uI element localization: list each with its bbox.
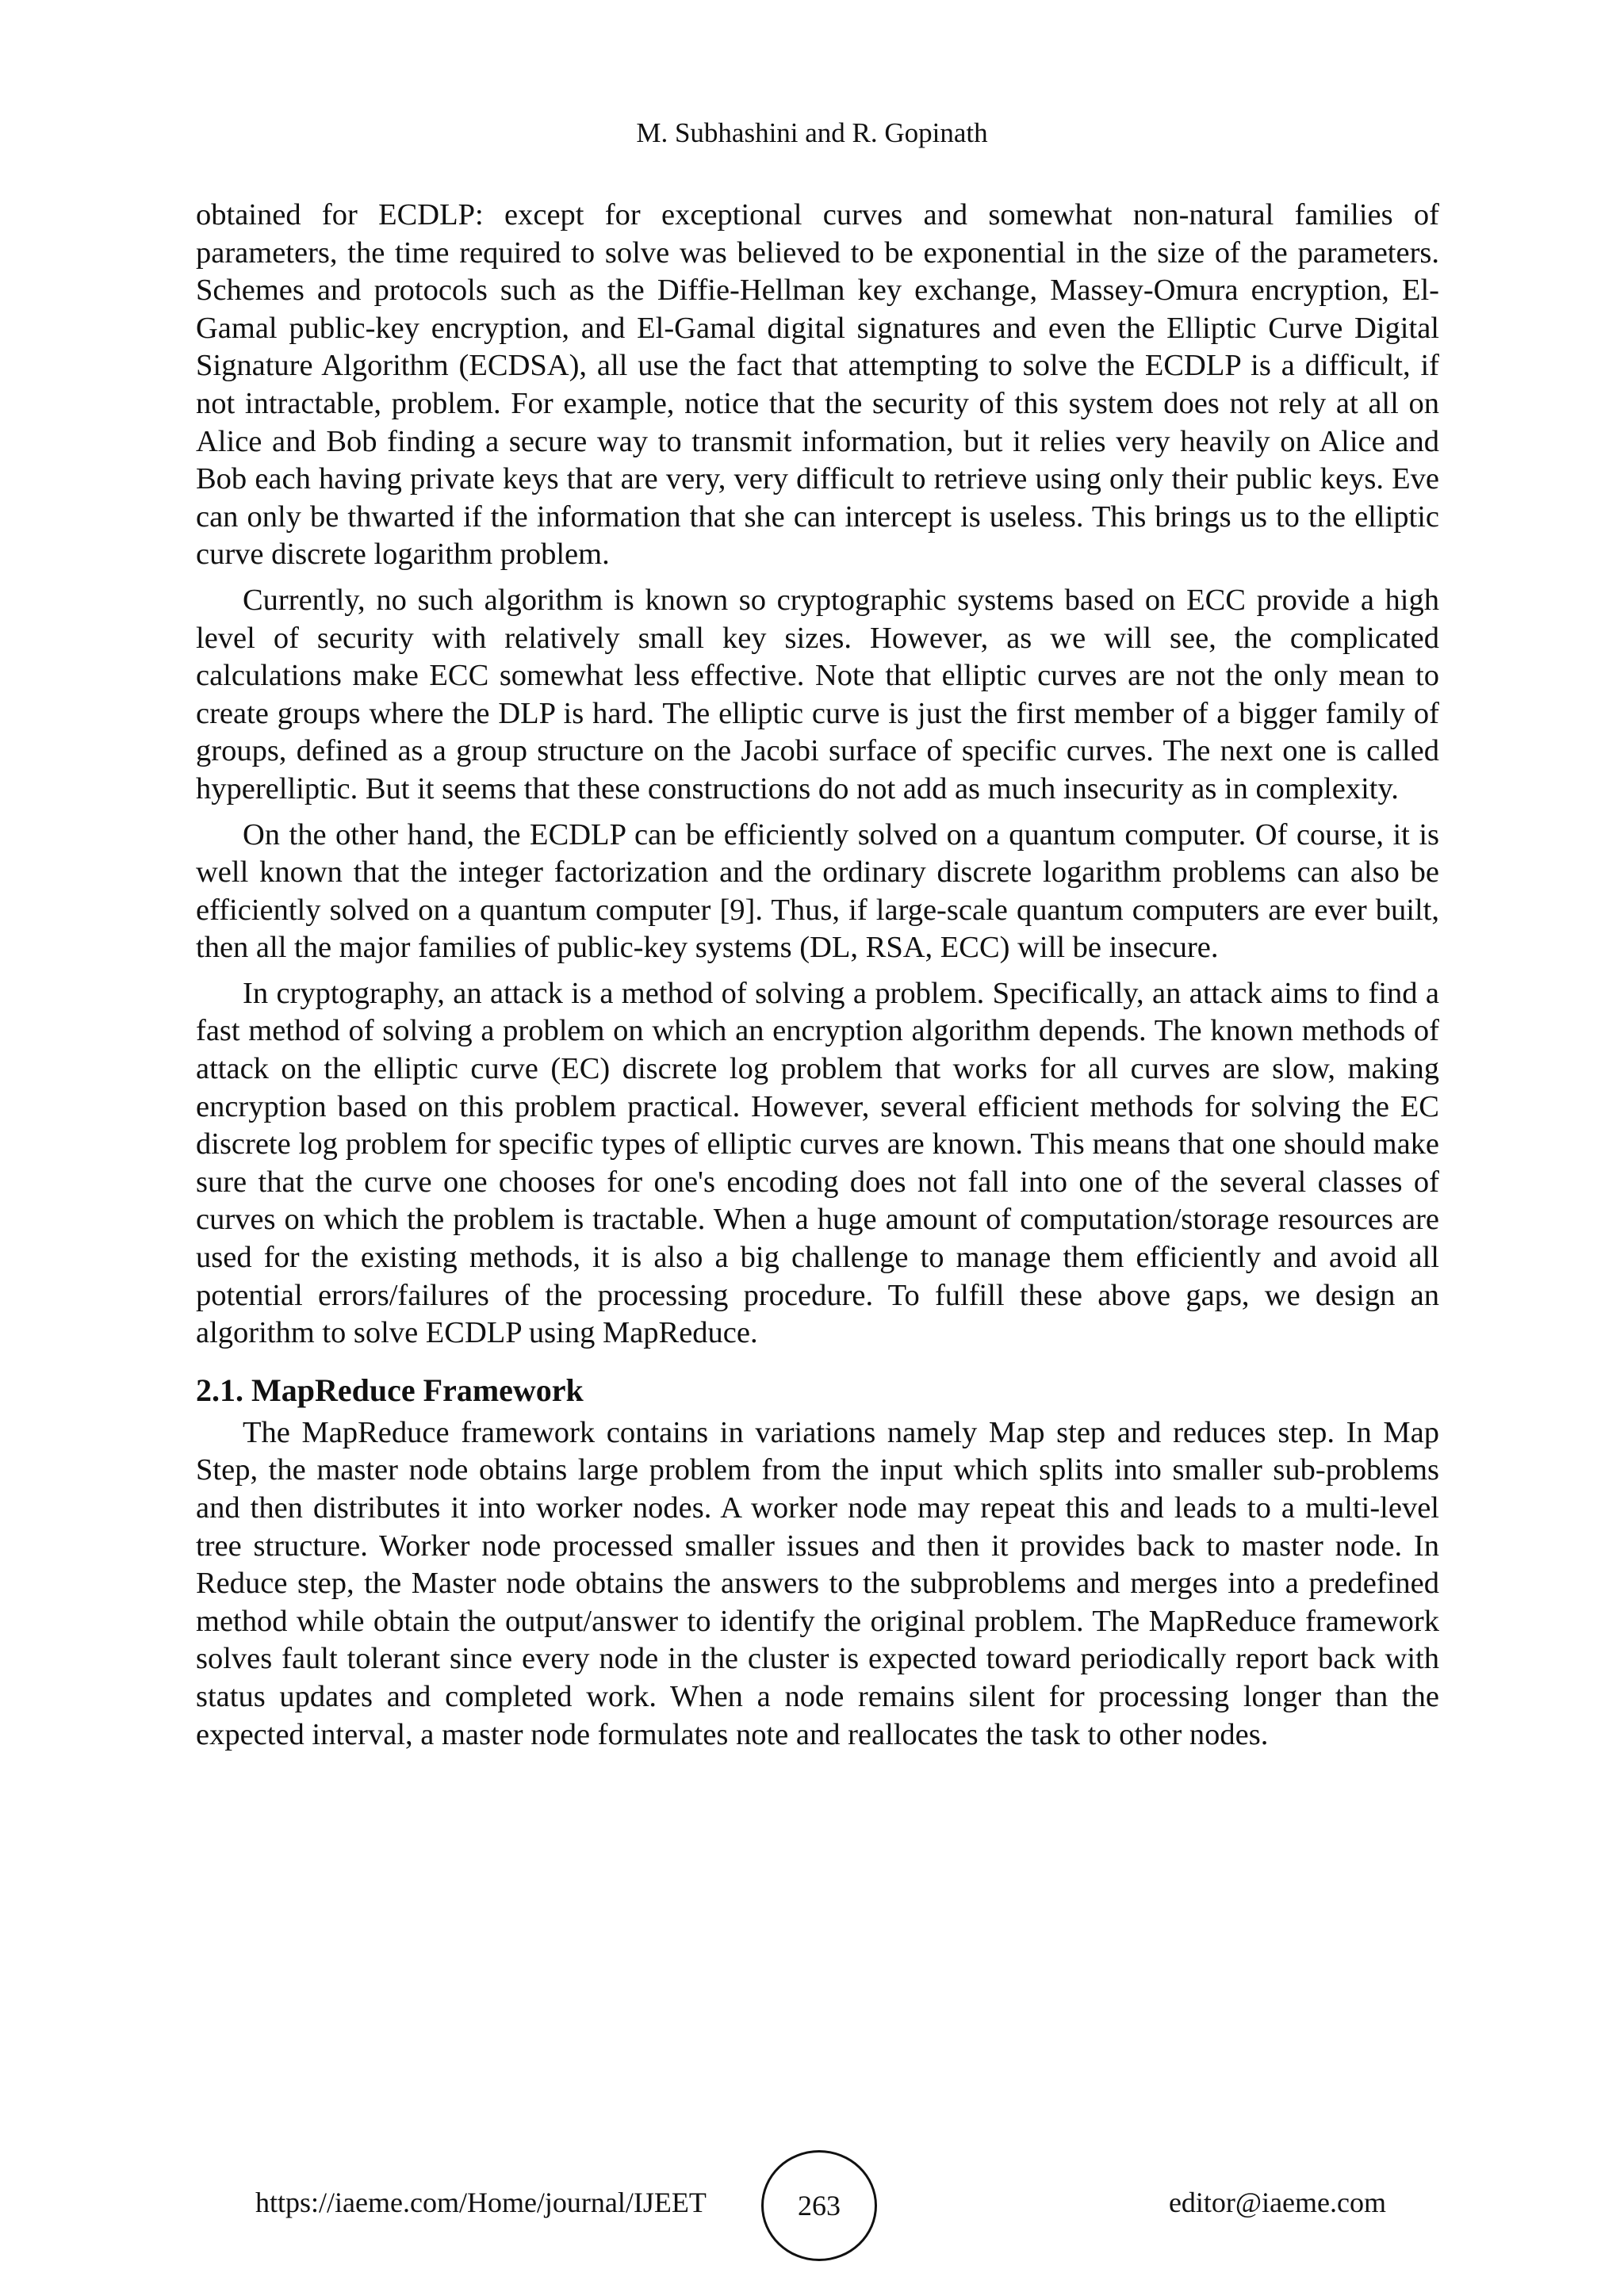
page-number: 263: [798, 2190, 841, 2221]
editor-email-link[interactable]: editor@iaeme.com: [1168, 2187, 1386, 2218]
paragraph-mapreduce: The MapReduce framework contains in variations namely Map step and reduces step. In Map Step, the master node obtains large problem from the input which splits into smaller sub-problems and then distributes it into worker nodes. A worker node may repeat this and leads to a multi-level tree structure. Worker node processed smaller issues and then it provides back to master node. In Reduce step, the Master node obtains the answers to the subproblems and merges into a predefined method while obtain the output/answer to identify the original problem. The MapReduce framework solves fault tolerant since every node in the cluster is expected toward periodically report back with status updates and completed work. When a node remains silent for processing longer than the expected interval, a master node formulates note and reallocates the task to other nodes.: [196, 1415, 1439, 1751]
running-header: M. Subhashini and R. Gopinath: [636, 117, 988, 148]
paragraph-ecc-security: Currently, no such algorithm is known so cryptographic systems based on ECC provide a high level of security with relatively small key sizes. However, as we will see, the complicated calculations make ECC somewhat less effective. Note that elliptic curves are not the only mean to create groups where the DLP is hard. The elliptic curve is just the first member of a bigger family of groups, defined as a group structure on the Jacobi surface of specific curves. The next one is called hyperelliptic. But it seems that these constructions do not add as much insecurity as in complexity.: [196, 583, 1439, 806]
page-number-badge: [761, 2150, 877, 2261]
journal-url-link[interactable]: https://iaeme.com/Home/journal/IJEET: [255, 2187, 707, 2218]
paragraph-quantum: On the other hand, the ECDLP can be efficiently solved on a quantum computer. Of course, it is well known that the integer factorization and the ordinary discrete logarithm problems can also be efficiently solved on a quantum computer [9]. Thus, if large-scale quantum computers are ever built, then all the major families of public-key systems (DL, RSA, ECC) will be insecure.: [196, 817, 1439, 965]
body-text: [196, 197, 1439, 1762]
section-heading: 2.1. MapReduce Framework: [196, 1372, 584, 1408]
paragraph-attacks: In cryptography, an attack is a method of solving a problem. Specifically, an attack aims to find a fast method of solving a problem on which an encryption algorithm depends. The known methods of attack on the elliptic curve (EC) discrete log problem that works for all curves are slow, making encryption based on this problem practical. However, several efficient methods for solving the EC discrete log problem for specific types of elliptic curves are known. This means that one should make sure that the curve one chooses for one's encoding does not fall into one of the several classes of curves on which the problem is tractable. When a huge amount of computation/storage resources are used for the existing methods, it is also a big challenge to manage them efficiently and avoid all potential errors/failures of the processing procedure. To fulfill these above gaps, we design an algorithm to solve ECDLP using MapReduce.: [196, 976, 1439, 1350]
paragraph-continued: obtained for ECDLP: except for exceptional curves and somewhat non-natural families of parameters, the time required to solve was believed to be exponential in the size of the parameters. Schemes and protocols such as the Diffie-Hellman key exchange, Massey-Omura encryption, El- Gamal public-key encryption, and El-Gamal digital signatures and even the Elliptic Curve Digital Signature Algorithm (ECDSA), all use the fact that attempting to solve the ECDLP is a difficult, if not intractable, problem. For example, notice that the security of this system does not rely at all on Alice and Bob finding a secure way to transmit information, but it relies very heavily on Alice and Bob each having private keys that are very, very difficult to retrieve using only their public keys. Eve can only be thwarted if the information that she can intercept is useless. This brings us to the elliptic curve discrete logarithm problem.: [196, 198, 1439, 572]
page-footer: [0, 2150, 1624, 2261]
